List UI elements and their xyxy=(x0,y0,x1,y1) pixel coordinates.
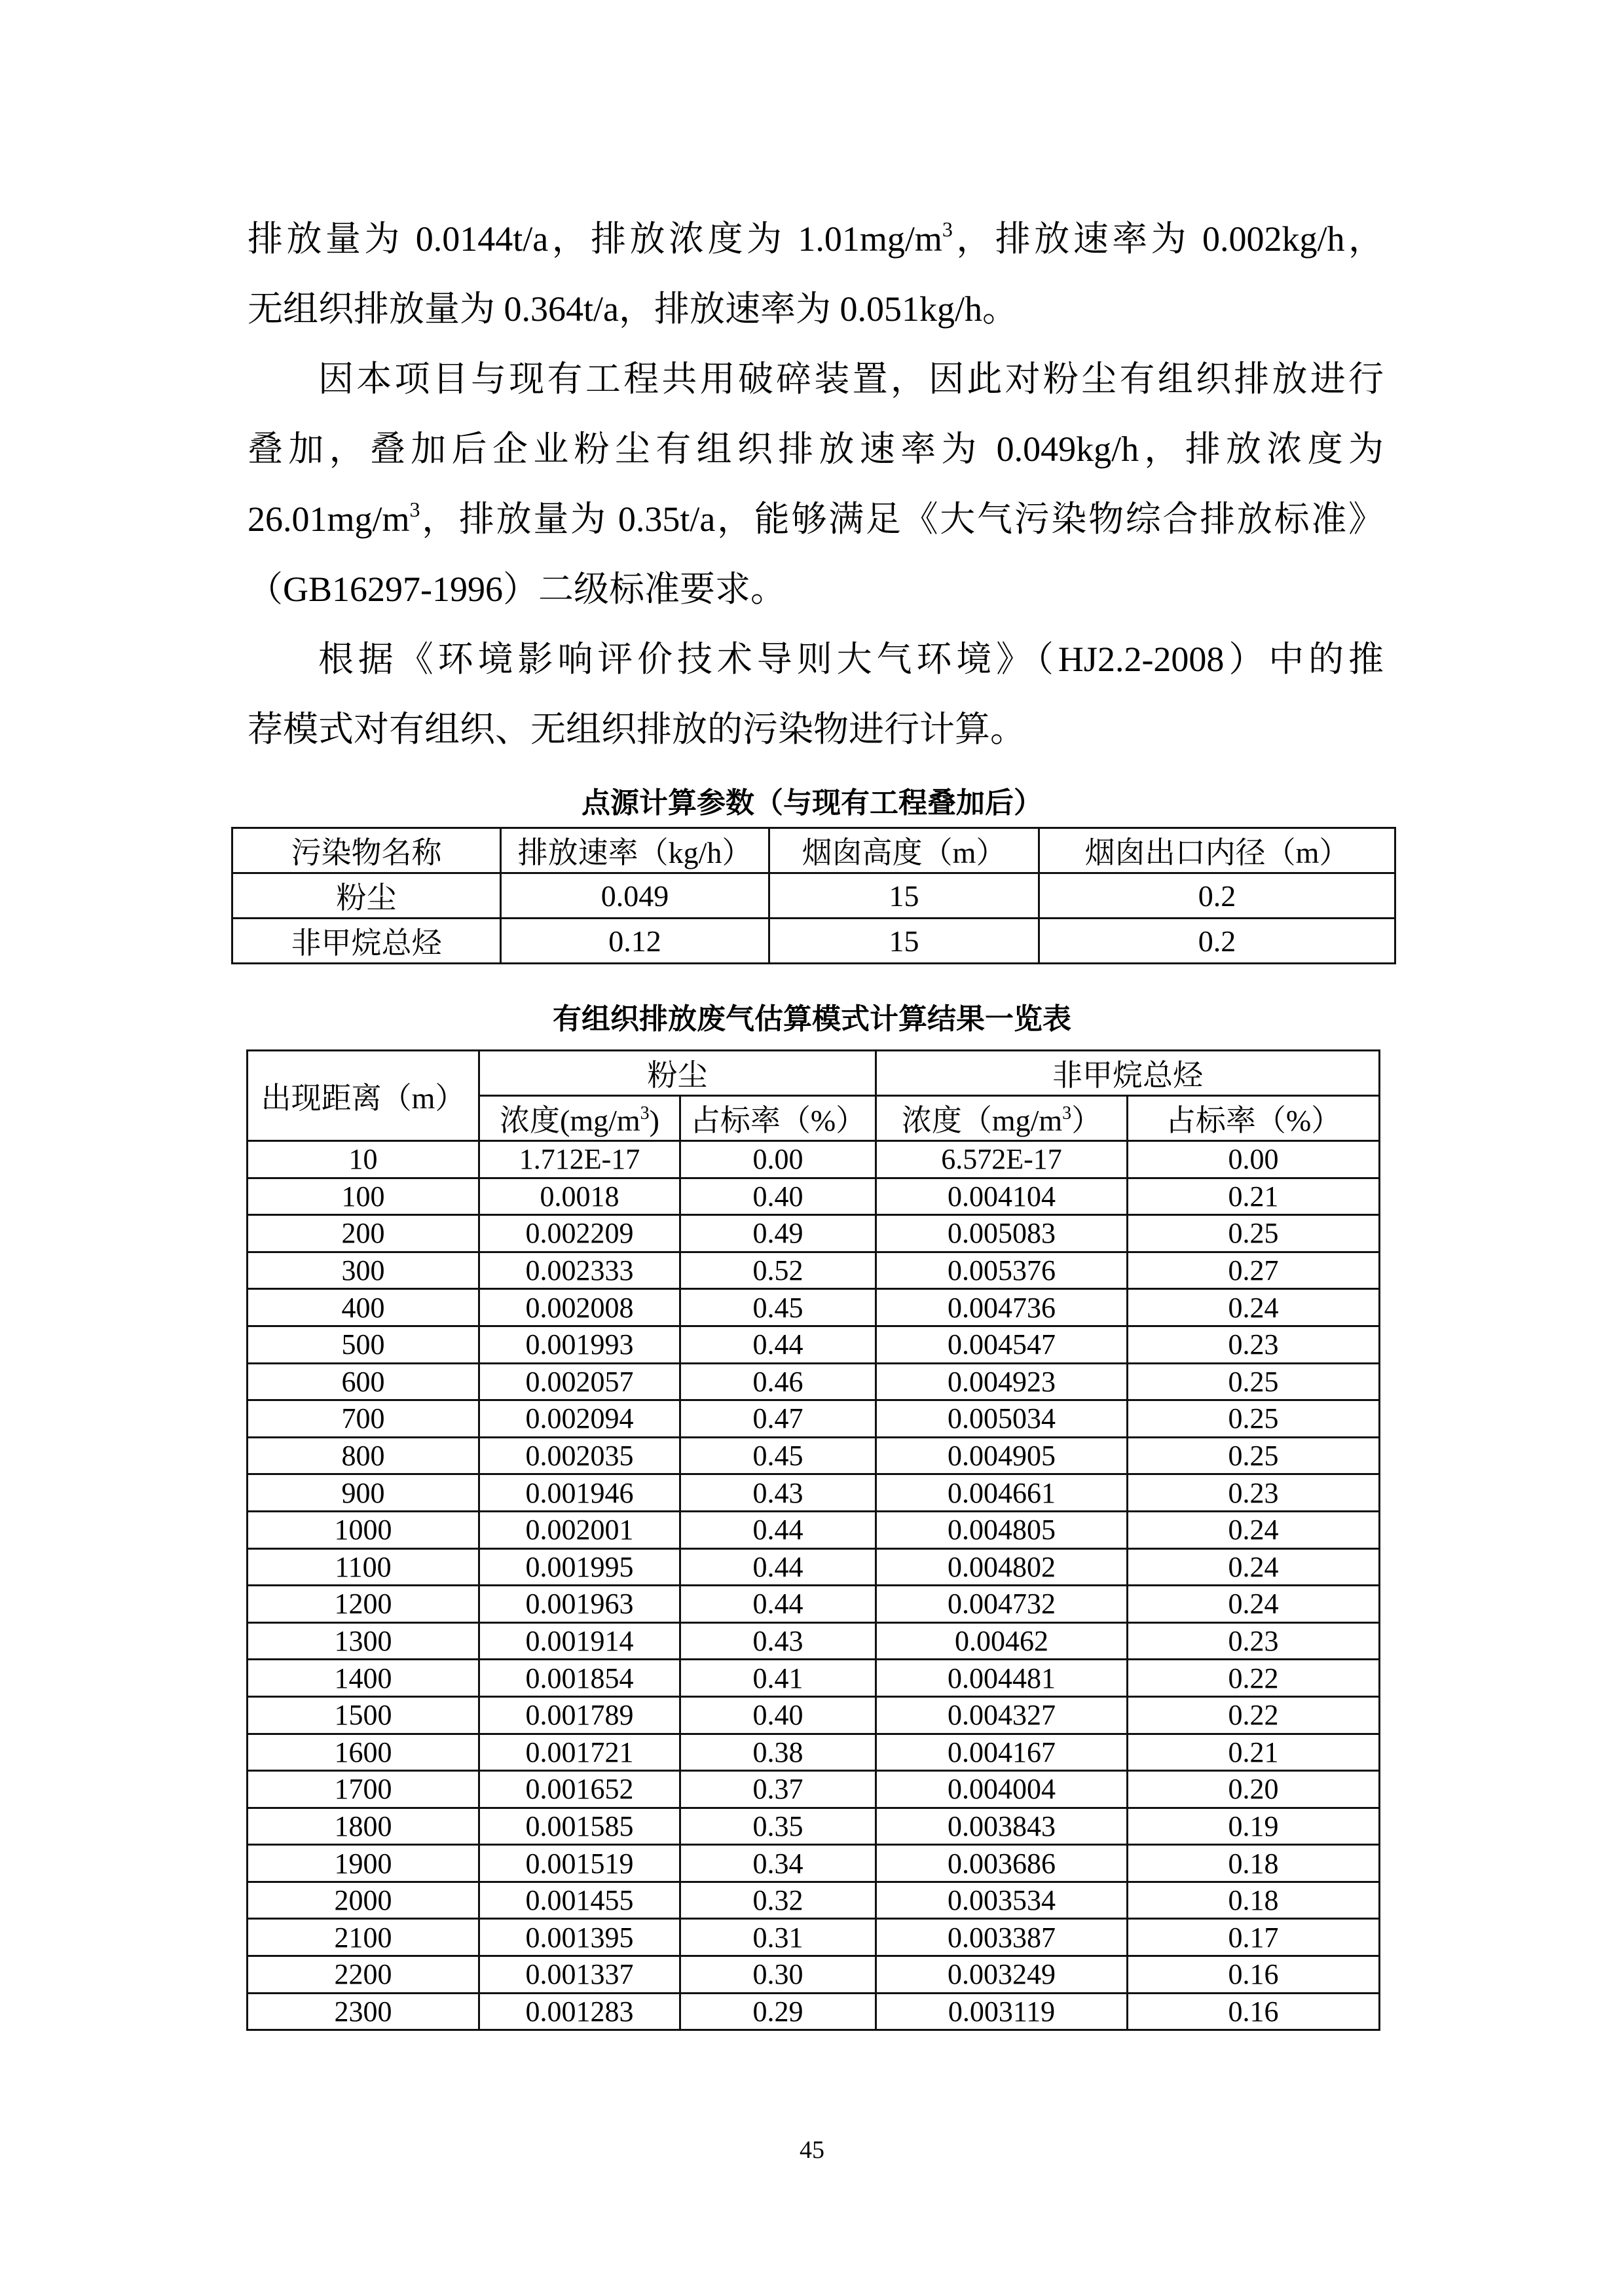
table-cell: 0.29 xyxy=(680,1993,876,2030)
table-cell: 0.46 xyxy=(680,1363,876,1400)
header-cell: 排放速率（kg/h） xyxy=(501,828,769,873)
table-cell: 0.17 xyxy=(1128,1919,1380,1956)
table-cell: 0.001337 xyxy=(479,1956,680,1994)
table-row xyxy=(248,1845,1380,1882)
table-cell: 0.00462 xyxy=(876,1622,1128,1660)
superscript: 3 xyxy=(1062,1103,1072,1123)
table-row xyxy=(248,1511,1380,1548)
table-cell: 0.35 xyxy=(680,1808,876,1845)
table-cell: 1400 xyxy=(248,1660,479,1697)
table-cell: 0.24 xyxy=(1128,1548,1380,1586)
table-row xyxy=(248,1215,1380,1252)
para2-line2: 叠加，叠加后企业粉尘有组织排放速率为 0.049kg/h，排放浓度为 xyxy=(248,429,1384,469)
table-cell: 900 xyxy=(248,1474,479,1512)
table-cell: 0.001721 xyxy=(479,1734,680,1771)
table-cell: 0.001455 xyxy=(479,1882,680,1919)
header-group-nmhc: 非甲烷总烃 xyxy=(876,1051,1380,1096)
header-dust-concentration xyxy=(479,1096,680,1141)
table-cell: 0.16 xyxy=(1128,1956,1380,1994)
table-cell: 300 xyxy=(248,1252,479,1289)
table-row xyxy=(248,1474,1380,1512)
table-cell: 0.24 xyxy=(1128,1511,1380,1548)
table1-caption: 点源计算参数（与现有工程叠加后） xyxy=(581,786,1043,820)
table-cell: 0.38 xyxy=(680,1734,876,1771)
table-cell: 0.004547 xyxy=(876,1326,1128,1363)
header-nmhc-concentration xyxy=(876,1096,1128,1141)
table-cell: 0.24 xyxy=(1128,1586,1380,1623)
table-cell: 1800 xyxy=(248,1808,479,1845)
table-cell: 0.18 xyxy=(1128,1845,1380,1882)
table-row xyxy=(248,1326,1380,1363)
text: ) xyxy=(649,1104,659,1137)
table-cell: 0.43 xyxy=(680,1622,876,1660)
table-cell: 1100 xyxy=(248,1548,479,1586)
table-row xyxy=(232,873,1395,919)
table-cell: 200 xyxy=(248,1215,479,1252)
para2-line4: （GB16297-1996）二级标准要求。 xyxy=(248,570,786,609)
table-row xyxy=(248,1734,1380,1771)
table-cell: 0.00 xyxy=(1128,1141,1380,1178)
table-cell: 0.003119 xyxy=(876,1993,1128,2030)
table-cell: 1600 xyxy=(248,1734,479,1771)
table-cell: 0.18 xyxy=(1128,1882,1380,1919)
table-cell: 0.004004 xyxy=(876,1771,1128,1808)
table-row xyxy=(248,1808,1380,1845)
table-cell: 15 xyxy=(769,873,1039,919)
table-cell: 0.003686 xyxy=(876,1845,1128,1882)
table-row xyxy=(248,1178,1380,1215)
table-cell: 1000 xyxy=(248,1511,479,1548)
table-row xyxy=(248,1437,1380,1474)
table-cell: 100 xyxy=(248,1178,479,1215)
text: 26.01mg/m xyxy=(248,500,410,539)
table-cell: 6.572E-17 xyxy=(876,1141,1128,1178)
table-cell: 0.002094 xyxy=(479,1400,680,1438)
table-cell: 0.25 xyxy=(1128,1437,1380,1474)
table-cell: 0.2 xyxy=(1039,919,1395,964)
table-cell: 0.45 xyxy=(680,1437,876,1474)
header-nmhc-ratio: 占标率（%） xyxy=(1128,1096,1380,1141)
table-cell: 1300 xyxy=(248,1622,479,1660)
table-cell: 0.44 xyxy=(680,1548,876,1586)
table-cell: 0.001993 xyxy=(479,1326,680,1363)
text: 排放量为 0.0144t/a，排放浓度为 1.01mg/m xyxy=(248,219,942,259)
table-cell: 0.44 xyxy=(680,1586,876,1623)
table-cell: 0.001652 xyxy=(479,1771,680,1808)
superscript: 3 xyxy=(640,1103,650,1123)
table-cell: 0.00 xyxy=(680,1141,876,1178)
table-cell: 0.20 xyxy=(1128,1771,1380,1808)
header-cell: 污染物名称 xyxy=(232,828,501,873)
text: ） xyxy=(1071,1104,1102,1137)
table-row xyxy=(232,919,1395,964)
table-cell: 0.23 xyxy=(1128,1326,1380,1363)
table-cell: 0.27 xyxy=(1128,1252,1380,1289)
table-cell: 0.002001 xyxy=(479,1511,680,1548)
table-cell: 500 xyxy=(248,1326,479,1363)
table-cell: 0.25 xyxy=(1128,1215,1380,1252)
header-dust-ratio: 占标率（%） xyxy=(680,1096,876,1141)
para1-line1 xyxy=(248,204,1384,274)
para3-line2: 荐模式对有组织、无组织排放的污染物进行计算。 xyxy=(248,710,1025,749)
superscript: 3 xyxy=(942,217,953,241)
table-row xyxy=(248,1363,1380,1400)
para2-line3 xyxy=(248,484,1384,555)
table-cell: 0.001854 xyxy=(479,1660,680,1697)
table-cell: 0.004104 xyxy=(876,1178,1128,1215)
table-cell: 0.001963 xyxy=(479,1586,680,1623)
table-row xyxy=(248,1252,1380,1289)
para3-line1: 根据《环境影响评价技术导则大气环境》（HJ2.2-2008）中的推 xyxy=(318,640,1384,679)
table-cell: 0.34 xyxy=(680,1845,876,1882)
table-cell: 0.001519 xyxy=(479,1845,680,1882)
table-cell: 0.23 xyxy=(1128,1474,1380,1512)
table-cell: 0.005376 xyxy=(876,1252,1128,1289)
para1-line2: 无组织排放量为 0.364t/a，排放速率为 0.051kg/h。 xyxy=(248,289,1018,329)
table-cell: 2000 xyxy=(248,1882,479,1919)
table-cell: 0.16 xyxy=(1128,1993,1380,2030)
table-row xyxy=(248,1622,1380,1660)
table-row xyxy=(248,1289,1380,1326)
table-cell: 0.004481 xyxy=(876,1660,1128,1697)
table-cell: 0.001585 xyxy=(479,1808,680,1845)
table-cell: 0.21 xyxy=(1128,1734,1380,1771)
table-cell: 600 xyxy=(248,1363,479,1400)
table-cell: 0.21 xyxy=(1128,1178,1380,1215)
table-cell: 1500 xyxy=(248,1696,479,1734)
table-cell: 0.004802 xyxy=(876,1548,1128,1586)
table-cell: 0.003534 xyxy=(876,1882,1128,1919)
superscript: 3 xyxy=(409,498,420,521)
table-cell: 0.0018 xyxy=(479,1178,680,1215)
table-cell: 0.23 xyxy=(1128,1622,1380,1660)
table-row xyxy=(248,1993,1380,2030)
table-cell: 0.002057 xyxy=(479,1363,680,1400)
table2-caption: 有组织排放废气估算模式计算结果一览表 xyxy=(553,1002,1071,1036)
table-row xyxy=(248,1400,1380,1438)
table-cell: 0.49 xyxy=(680,1215,876,1252)
table-cell: 10 xyxy=(248,1141,479,1178)
text: ，排放速率为 0.002kg/h， xyxy=(952,219,1384,259)
table-cell: 0.31 xyxy=(680,1919,876,1956)
table-cell: 0.001914 xyxy=(479,1622,680,1660)
table-cell: 0.004167 xyxy=(876,1734,1128,1771)
table-cell: 0.001283 xyxy=(479,1993,680,2030)
table-cell: 15 xyxy=(769,919,1039,964)
table-cell: 0.43 xyxy=(680,1474,876,1512)
table-cell: 0.25 xyxy=(1128,1363,1380,1400)
table-cell: 0.004661 xyxy=(876,1474,1128,1512)
table-cell: 0.37 xyxy=(680,1771,876,1808)
table-cell: 700 xyxy=(248,1400,479,1438)
table-cell: 0.001995 xyxy=(479,1548,680,1586)
table-cell: 2200 xyxy=(248,1956,479,1994)
table-cell: 0.40 xyxy=(680,1696,876,1734)
table-row xyxy=(248,1919,1380,1956)
table-cell: 0.002035 xyxy=(479,1437,680,1474)
table-cell: 1.712E-17 xyxy=(479,1141,680,1178)
body-text xyxy=(248,204,1384,765)
table-cell: 0.19 xyxy=(1128,1808,1380,1845)
table-cell: 0.40 xyxy=(680,1178,876,1215)
table-row xyxy=(248,1882,1380,1919)
table-cell: 0.004736 xyxy=(876,1289,1128,1326)
results-table xyxy=(246,1049,1380,2031)
page-number: 45 xyxy=(800,2136,824,2164)
text: 浓度(mg/m xyxy=(500,1104,640,1137)
table-cell: 0.001789 xyxy=(479,1696,680,1734)
table-cell: 0.004732 xyxy=(876,1586,1128,1623)
table-cell: 非甲烷总烃 xyxy=(232,919,501,964)
table-cell: 800 xyxy=(248,1437,479,1474)
table-row xyxy=(248,1696,1380,1734)
point-source-table xyxy=(231,827,1396,964)
header-cell: 烟囱高度（m） xyxy=(769,828,1039,873)
table-cell: 粉尘 xyxy=(232,873,501,919)
table-cell: 0.004905 xyxy=(876,1437,1128,1474)
table-cell: 0.32 xyxy=(680,1882,876,1919)
text: ，排放量为 0.35t/a，能够满足《大气污染物综合排放标准》 xyxy=(420,500,1384,539)
table-cell: 0.004327 xyxy=(876,1696,1128,1734)
table-cell: 0.003387 xyxy=(876,1919,1128,1956)
table-cell: 0.45 xyxy=(680,1289,876,1326)
table-row xyxy=(248,1141,1380,1178)
table-cell: 0.005034 xyxy=(876,1400,1128,1438)
table-cell: 0.003249 xyxy=(876,1956,1128,1994)
table-cell: 1700 xyxy=(248,1771,479,1808)
table-cell: 0.22 xyxy=(1128,1660,1380,1697)
table-cell: 0.12 xyxy=(501,919,769,964)
table-cell: 2300 xyxy=(248,1993,479,2030)
table-cell: 0.25 xyxy=(1128,1400,1380,1438)
table-cell: 2100 xyxy=(248,1919,479,1956)
table-cell: 0.005083 xyxy=(876,1215,1128,1252)
table-row xyxy=(248,1660,1380,1697)
header-distance: 出现距离（m） xyxy=(248,1051,479,1141)
text: 浓度（mg/m xyxy=(901,1104,1063,1137)
table-cell: 0.001946 xyxy=(479,1474,680,1512)
table-cell: 0.002333 xyxy=(479,1252,680,1289)
table-cell: 0.41 xyxy=(680,1660,876,1697)
table-cell: 0.24 xyxy=(1128,1289,1380,1326)
table-row xyxy=(248,1956,1380,1994)
header-group-dust: 粉尘 xyxy=(479,1051,876,1096)
table-cell: 0.2 xyxy=(1039,873,1395,919)
header-cell: 烟囱出口内径（m） xyxy=(1039,828,1395,873)
table-cell: 0.44 xyxy=(680,1326,876,1363)
table-cell: 0.002008 xyxy=(479,1289,680,1326)
table-cell: 0.30 xyxy=(680,1956,876,1994)
table-cell: 0.002209 xyxy=(479,1215,680,1252)
table-cell: 1900 xyxy=(248,1845,479,1882)
table-row xyxy=(248,1548,1380,1586)
table-cell: 400 xyxy=(248,1289,479,1326)
para2-line1: 因本项目与现有工程共用破碎装置，因此对粉尘有组织排放进行 xyxy=(318,359,1384,399)
table-row xyxy=(248,1586,1380,1623)
table-cell: 0.004923 xyxy=(876,1363,1128,1400)
table-cell: 0.001395 xyxy=(479,1919,680,1956)
table-row xyxy=(248,1771,1380,1808)
table-cell: 0.47 xyxy=(680,1400,876,1438)
table-cell: 0.44 xyxy=(680,1511,876,1548)
table-cell: 1200 xyxy=(248,1586,479,1623)
table-header-row xyxy=(248,1051,1380,1096)
table-cell: 0.003843 xyxy=(876,1808,1128,1845)
table-cell: 0.004805 xyxy=(876,1511,1128,1548)
table-cell: 0.049 xyxy=(501,873,769,919)
table-header-row xyxy=(232,828,1395,873)
table-cell: 0.22 xyxy=(1128,1696,1380,1734)
table-cell: 0.52 xyxy=(680,1252,876,1289)
